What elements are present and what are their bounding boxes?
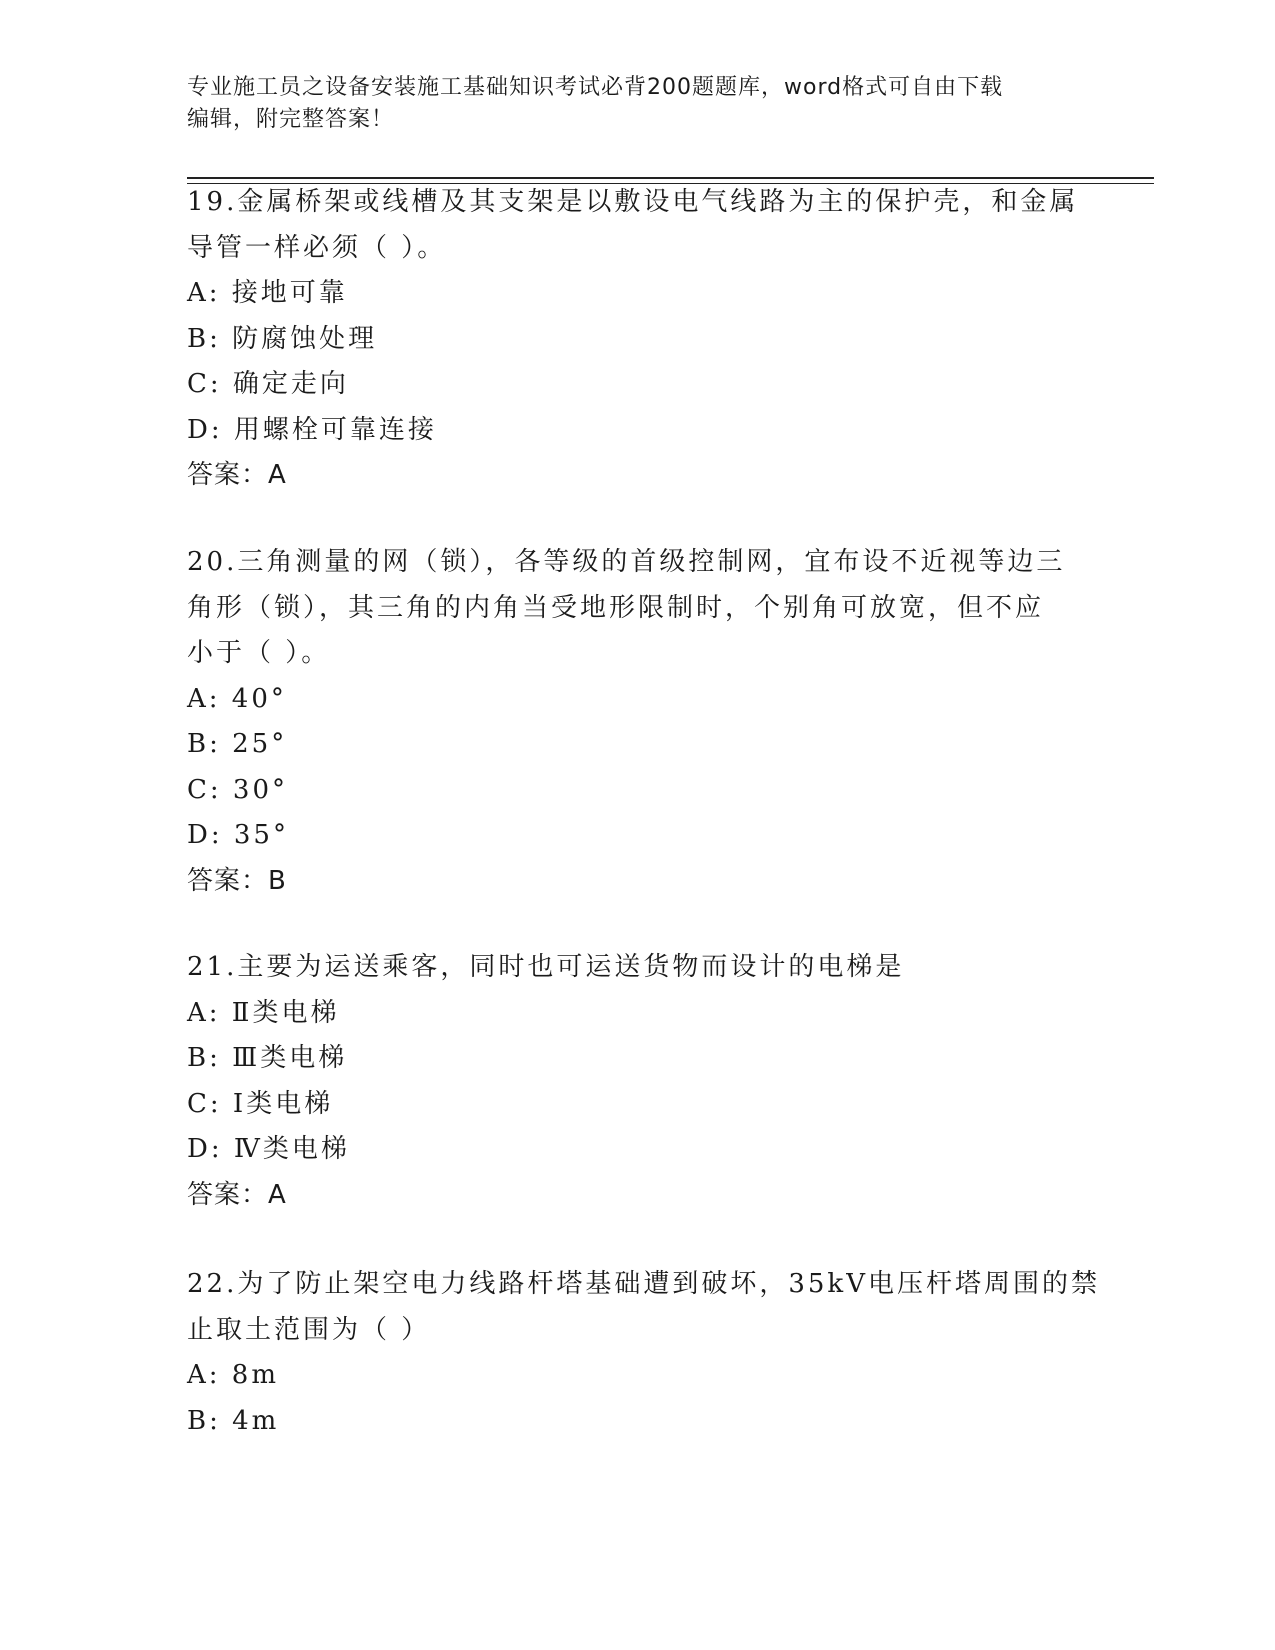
header-title-line-2: 编辑，附完整答案！ xyxy=(187,107,395,132)
answer-line: 答案：A xyxy=(187,460,287,490)
option-a: A: 接地可靠 xyxy=(187,278,348,308)
option-a: A: 8m xyxy=(187,1360,279,1390)
question-stem-line: 小于（ ）。 xyxy=(187,638,331,668)
option-c: C: 确定走向 xyxy=(187,369,349,399)
answer-line: 答案：B xyxy=(187,865,287,896)
question-20 xyxy=(187,540,1087,904)
header-divider-thick xyxy=(187,177,1154,179)
question-21 xyxy=(187,945,1087,1218)
option-b: B: Ⅲ类电梯 xyxy=(187,1043,348,1073)
question-stem-line: 角形（锁），其三角的内角当受地形限制时，个别角可放宽，但不应 xyxy=(187,592,1045,623)
option-d: D: 35° xyxy=(187,820,289,850)
document-header xyxy=(187,72,1087,136)
option-a: A: 40° xyxy=(187,683,287,714)
question-stem-line: 20.三角测量的网（锁），各等级的首级控制网，宜布设不近视等边三 xyxy=(187,547,1066,577)
option-d: D: 用螺栓可靠连接 xyxy=(187,414,437,445)
option-c: C: Ⅰ类电梯 xyxy=(187,1088,334,1119)
question-stem-line: 22.为了防止架空电力线路杆塔基础遭到破坏，35kV电压杆塔周围的禁 xyxy=(187,1269,1100,1299)
question-stem-line: 止取土范围为（ ） xyxy=(187,1314,431,1345)
question-stem-line: 19.金属桥架或线槽及其支架是以敷设电气线路为主的保护壳，和金属 xyxy=(187,187,1079,217)
answer-line: 答案：A xyxy=(187,1179,287,1210)
option-b: B: 防腐蚀处理 xyxy=(187,323,378,354)
question-stem-line: 导管一样必须（ ）。 xyxy=(187,232,447,263)
question-19 xyxy=(187,180,1087,499)
option-c: C: 30° xyxy=(187,774,289,805)
question-22 xyxy=(187,1262,1100,1444)
option-d: D: Ⅳ类电梯 xyxy=(187,1134,350,1164)
option-b: B: 25° xyxy=(187,729,288,759)
header-title-line-1: 专业施工员之设备安装施工基础知识考试必背200题题库，word格式可自由下载 xyxy=(187,75,1004,100)
option-b: B: 4m xyxy=(187,1405,280,1436)
option-a: A: Ⅱ类电梯 xyxy=(187,997,340,1028)
question-stem-line: 21.主要为运送乘客，同时也可运送货物而设计的电梯是 xyxy=(187,952,905,982)
